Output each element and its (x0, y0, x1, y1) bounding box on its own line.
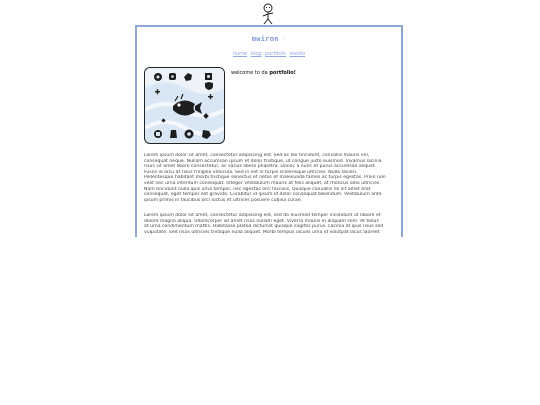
nav-link-portfolio[interactable]: portfolio (265, 51, 286, 57)
paragraph-line: consequat, eget tempor elit gravida. Curabitur id ipsum id dolor consequat bibendum. Vestibulum ante (144, 192, 382, 198)
paragraph-line: risus sit amet libero consectetur, ac varius libero pharetra. Donec a nunc et purus accumsan aliquet. (144, 164, 377, 170)
nav-link-media[interactable]: media (289, 51, 306, 57)
paragraph-line: Lorem ipsum dolor sit amet, consectetur adipiscing elit, sed do eiusmod tempor incididunt ut labore et (144, 213, 381, 218)
fish-icon (173, 94, 202, 116)
lorem-paragraph-1 (144, 153, 403, 203)
paragraph-line: Nam tincidunt nulla quis urna tempor, nec egestas orci facilisis. Quisque convallis mi sit amet erat (144, 186, 371, 192)
nav-link-blog[interactable]: blog (250, 51, 262, 57)
portfolio-icon-pad (144, 67, 225, 144)
welcome-text: welcome to da portfolio! (231, 70, 296, 76)
paragraph-line: ipsum primis in faucibus orci luctus et ultrices posuere cubilia curae. (144, 197, 302, 203)
mascot-icon (257, 2, 279, 26)
bottom-sticker-icons (154, 130, 211, 140)
main-nav (137, 51, 401, 57)
paragraph-line: at urna condimentum mattis. Habitasse platea dictumst quisque sagittis purus. Lacinia at quis risus sed (144, 224, 384, 230)
paragraph-line: dolore magna aliqua. Ullamcorper sit amet risus nullam eget. Viverra mauris in aliquam sem. At tellus (144, 218, 379, 224)
paragraph-line: Pellentesque habitant morbi tristique senectus et netus et malesuada fames ac turpis egestas. Proin non (144, 175, 386, 181)
paragraph-line: velit nec urna interdum consequat. Integer vestibulum mauris at felis aliquet, at rhoncus odio ultricies. (144, 180, 381, 186)
lorem-paragraph-2 (144, 213, 403, 235)
paragraph-line: Lorem ipsum dolor sit amet, consectetur adipiscing elit. Sed ac leo tincidunt, convallis mauris vel, (144, 153, 370, 158)
page-frame (135, 25, 403, 237)
paragraph-line: Fusce id arcu at risus fringilla vehicula. Sed in elit in turpis scelerisque ultricies. Nulla facilisi. (144, 169, 358, 175)
site-title: mwiron · (251, 35, 287, 43)
icon-pad-art (145, 68, 224, 143)
paragraph-line: vulputate. Sed risus ultricies tristique nulla aliquet. Morbi tempus iaculis urna id volutpat lacus laoreet (144, 229, 380, 235)
nav-link-home[interactable]: home (232, 51, 248, 57)
paragraph-line: consequat neque. Nullam accumsan ipsum et dolor tristique, ut congue justo euismod. Vivamus lacinia (144, 158, 382, 164)
